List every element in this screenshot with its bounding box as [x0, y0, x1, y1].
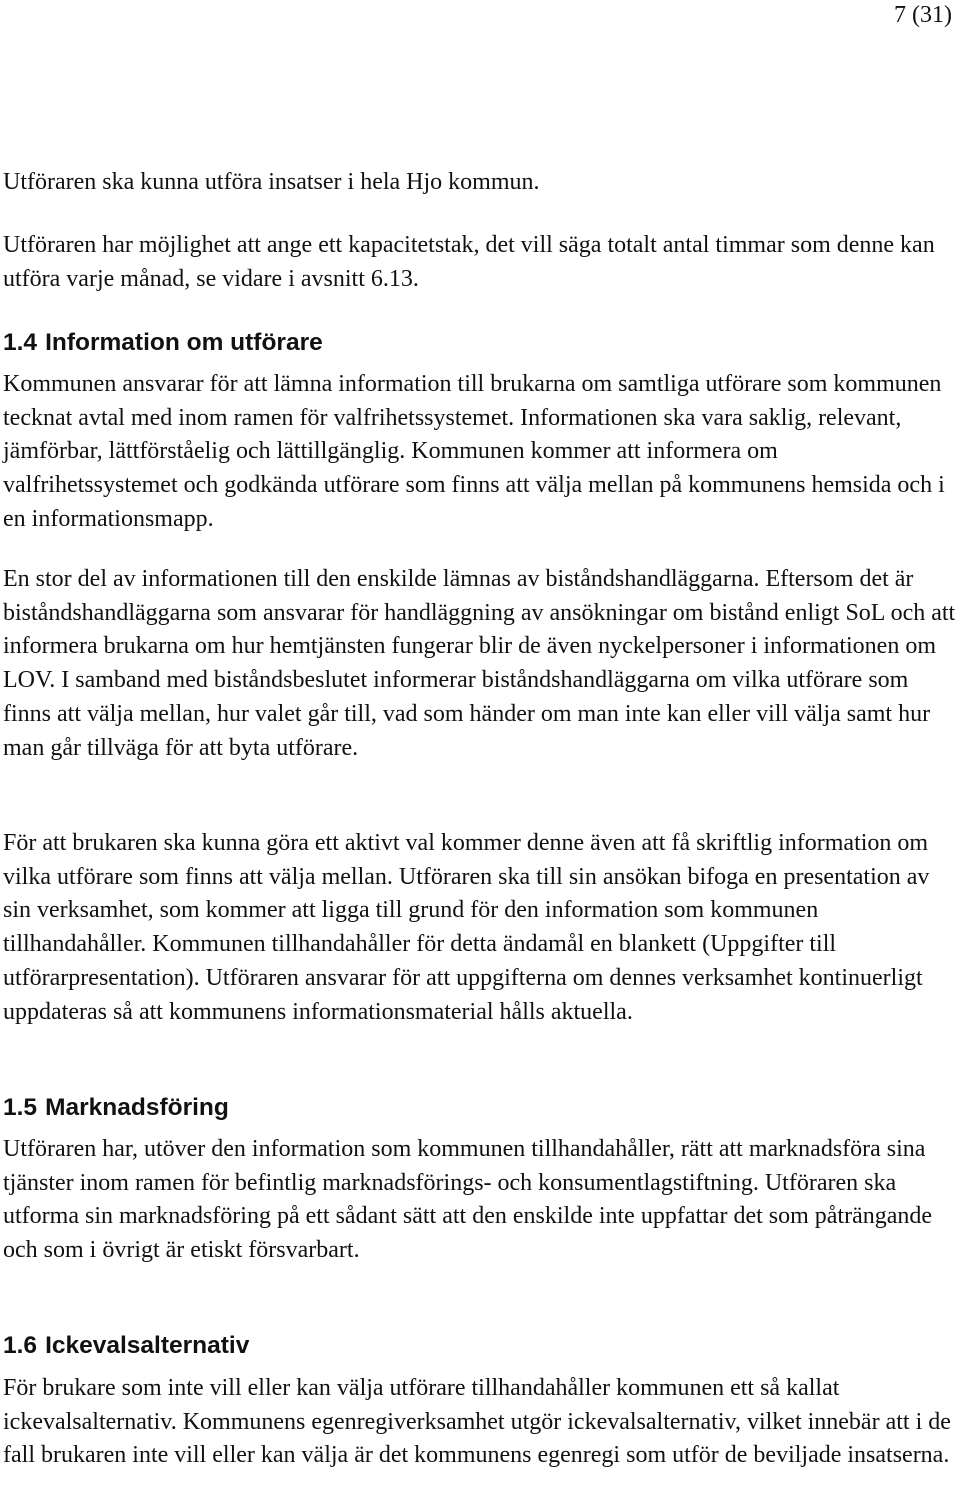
section-number: 1.6	[3, 1332, 38, 1359]
section-heading-1-6	[3, 1330, 249, 1362]
section-1-4-paragraph-2: En stor del av informationen till den enskilde lämnas av biståndshandläggarna. Eftersom det är biståndshandläggarna som ansvarar för handläggning av ansökningar om bistånd enligt SoL och att informera brukarna om hur hemtjänsten fungerar blir de även nyckelpersoner i informationen om LOV. I samband med biståndsbeslutet informerar biståndshandläggarna om vilka utförare som finns att välja mellan, hur valet går till, vad som händer om man inte kan eller vill välja samt hur man går tillväga för att byta utförare.	[3, 566, 956, 761]
section-title: Marknadsföring	[45, 1094, 229, 1121]
section-heading-1-4	[3, 327, 323, 359]
section-1-6-paragraph-1: För brukare som inte vill eller kan välja utförare tillhandahåller kommunen ett så kallat ickevalsalternativ. Kommunens egenregiverksamhet utgör ickevalsalternativ, vilket innebär att i de fall brukaren inte vill eller kan välja är det kommunens egenregi som utför de beviljade insatserna.	[3, 1375, 951, 1469]
intro-paragraph-2: Utföraren har möjlighet att ange ett kapacitetstak, det vill säga totalt antal timmar som denne kan utföra varje månad, se vidare i avsnitt 6.13.	[3, 232, 935, 292]
section-1-4-paragraph-1: Kommunen ansvarar för att lämna information till brukarna om samtliga utförare som kommunen tecknat avtal med inom ramen för valfrihetssystemet. Informationen ska vara saklig, relevant, jämförbar, lättförståelig och lättillgänglig. Kommunen kommer att informera om valfrihetssystemet och godkända utförare som finns att välja mellan på kommunens hemsida och i en informationsmapp.	[3, 371, 945, 532]
section-heading-1-5	[3, 1092, 229, 1124]
page-number: 7 (31)	[894, 2, 952, 28]
section-number: 1.5	[3, 1094, 38, 1121]
section-title: Information om utförare	[45, 329, 323, 356]
intro-paragraph-1: Utföraren ska kunna utföra insatser i hela Hjo kommun.	[3, 169, 540, 195]
section-1-4-paragraph-3: För att brukaren ska kunna göra ett aktivt val kommer denne även att få skriftlig information om vilka utförare som finns att välja mellan. Utföraren ska till sin ansökan bifoga en presentation av sin verksamhet, som kommer att ligga till grund för den information som kommunen tillhandahåller. Kommunen tillhandahåller för detta ändamål en blankett (Uppgifter till utförarpresentation). Utföraren ansvarar för att uppgifterna om dennes verksamhet kontinuerligt uppdateras så att kommunens informationsmaterial hålls aktuella.	[3, 830, 930, 1025]
section-number: 1.4	[3, 329, 38, 356]
section-1-5-paragraph-1: Utföraren har, utöver den information som kommunen tillhandahåller, rätt att marknadsföra sina tjänster inom ramen för befintlig marknadsförings- och konsumentlagstiftning. Utföraren ska utforma sin marknadsföring på ett sådant sätt att den enskilde inte uppfattar det som påträngande och som i övrigt är etiskt försvarbart.	[3, 1136, 933, 1264]
section-title: Ickevalsalternativ	[45, 1332, 250, 1359]
